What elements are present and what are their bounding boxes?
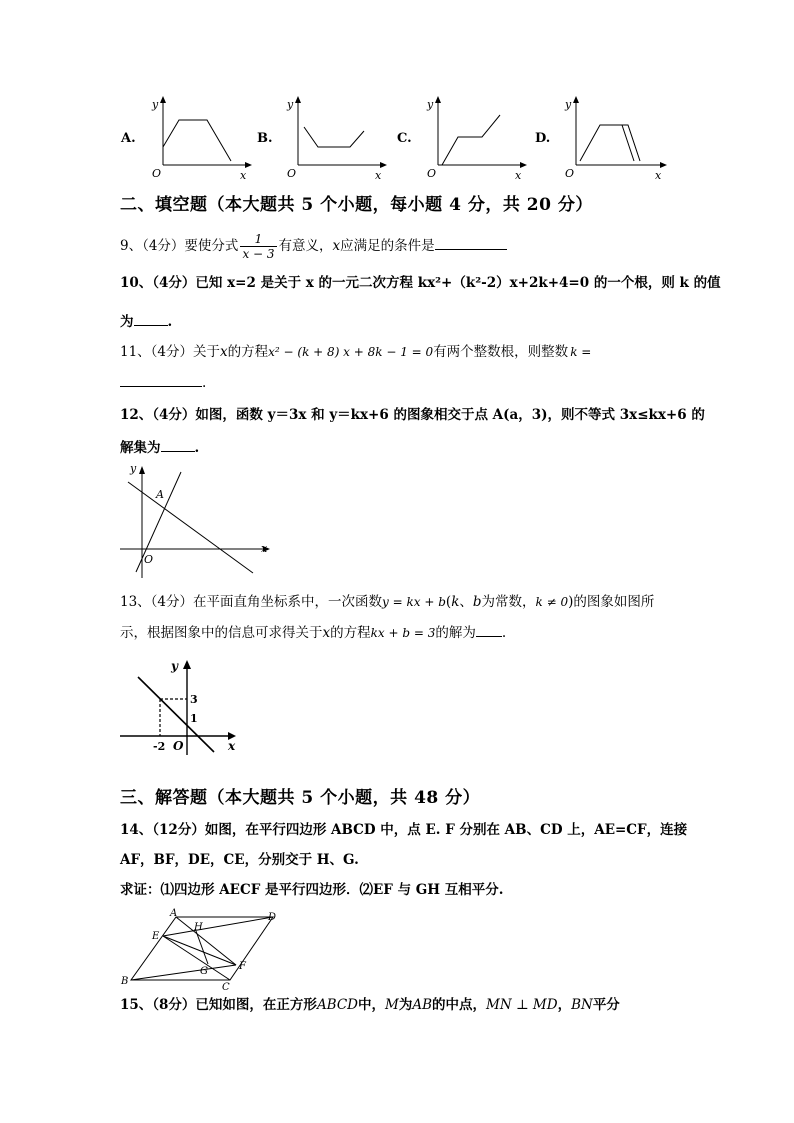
question-14-line3: 求证：⑴四边形 AECF 是平行四边形．⑵EF 与 GH 互相平分. bbox=[120, 882, 504, 898]
fig-label-1: 1 bbox=[190, 712, 198, 725]
fig-label-neg2: -2 bbox=[153, 740, 166, 753]
option-b-label: B. bbox=[257, 131, 273, 146]
fig-origin-label: O bbox=[173, 739, 184, 753]
option-c-label: C. bbox=[397, 131, 412, 146]
question-14-figure bbox=[118, 908, 288, 992]
fraction: $\frac{1}{x - 3}$ bbox=[242, 232, 275, 261]
fig-label-d: D bbox=[268, 912, 277, 923]
option-b-graph bbox=[280, 95, 388, 180]
question-15: 15、（8分）已知如图，在正方形ABCD中，M为AB的中点，MN ⊥ MD，BN平分 bbox=[120, 997, 620, 1013]
origin-label: O bbox=[287, 167, 297, 180]
option-d-graph bbox=[558, 95, 668, 180]
question-14-line2: AF，BF，DE，CE，分别交于 H、G. bbox=[120, 852, 359, 868]
option-a-label: A. bbox=[121, 131, 136, 146]
fig-origin-label: O bbox=[144, 553, 154, 566]
option-a-graph bbox=[145, 95, 253, 180]
fig-label-e: E bbox=[152, 931, 160, 942]
question-13-line2: 示，根据图象中的信息可求得关于x的方程kx + b = 3的解为 . bbox=[120, 622, 506, 643]
question-10-line2: 为 . bbox=[120, 311, 172, 332]
axis-y-label: y bbox=[152, 98, 159, 111]
axis-y-label: y bbox=[427, 98, 434, 111]
fig-x-label: x bbox=[228, 739, 236, 753]
question-12-figure bbox=[118, 460, 278, 585]
answer-blank bbox=[476, 622, 502, 637]
answer-blank bbox=[120, 372, 202, 387]
fig-label-c: C bbox=[222, 982, 230, 992]
option-d-label: D. bbox=[535, 131, 551, 146]
answer-blank bbox=[435, 235, 507, 250]
option-c-graph bbox=[420, 95, 528, 180]
fig-y-label: y bbox=[130, 462, 137, 475]
fig-label-3: 3 bbox=[190, 693, 198, 706]
fig-y-label: y bbox=[171, 659, 178, 673]
fig-label-a: A bbox=[170, 908, 178, 919]
axis-x-label: x bbox=[240, 169, 247, 180]
question-12-line1: 12、（4分）如图，函数 y＝3x 和 y＝kx+6 的图象相交于点 A(a，3)，则不等式 3x≤kx+6 的 bbox=[120, 407, 705, 423]
answer-blank bbox=[161, 437, 195, 452]
answer-blank bbox=[134, 311, 168, 326]
origin-label: O bbox=[427, 167, 437, 180]
axis-x-label: x bbox=[655, 169, 662, 180]
question-9: 9、（4分）要使分式 $\frac{1}{x - 3}$ 有意义，x应满足的条件是 bbox=[120, 232, 507, 261]
axis-x-label: x bbox=[375, 169, 382, 180]
origin-label: O bbox=[565, 167, 575, 180]
question-11-line2: . bbox=[120, 372, 206, 393]
section-2-title: 二、填空题（本大题共 5 个小题，每小题 4 分，共 20 分） bbox=[120, 195, 593, 215]
question-14-line1: 14、（12分）如图，在平行四边形 ABCD 中，点 E. F 分别在 AB、CD 上，AE=CF，连接 bbox=[120, 822, 688, 838]
question-13-line1: 13、（4分）在平面直角坐标系中，一次函数y = kx + b(k、b为常数，k ≠ 0)的图象如图所 bbox=[120, 594, 655, 610]
question-10-line1: 10、（4分）已知 x=2 是关于 x 的一元二次方程 kx²+（k²-2）x+2k+4=0 的一个根，则 k 的值 bbox=[120, 275, 721, 291]
axis-y-label: y bbox=[287, 98, 294, 111]
question-12-line2: 解集为 . bbox=[120, 437, 199, 458]
fig-label-b: B bbox=[121, 976, 129, 987]
fig-point-a-label: A bbox=[156, 488, 164, 501]
axis-y-label: y bbox=[565, 98, 572, 111]
question-11-line1: 11、（4分）关于x的方程x² − (k + 8) x + 8k − 1 = 0有两个整数根，则整数 k = bbox=[120, 344, 592, 360]
section-3-title: 三、解答题（本大题共 5 个小题，共 48 分） bbox=[120, 788, 481, 808]
fig-x-label: x bbox=[261, 542, 268, 555]
origin-label: O bbox=[152, 167, 162, 180]
fig-label-h: H bbox=[194, 922, 203, 933]
fig-label-f: F bbox=[239, 961, 246, 972]
question-13-figure bbox=[118, 655, 253, 760]
fig-label-g: G bbox=[200, 966, 208, 977]
axis-x-label: x bbox=[515, 169, 522, 180]
